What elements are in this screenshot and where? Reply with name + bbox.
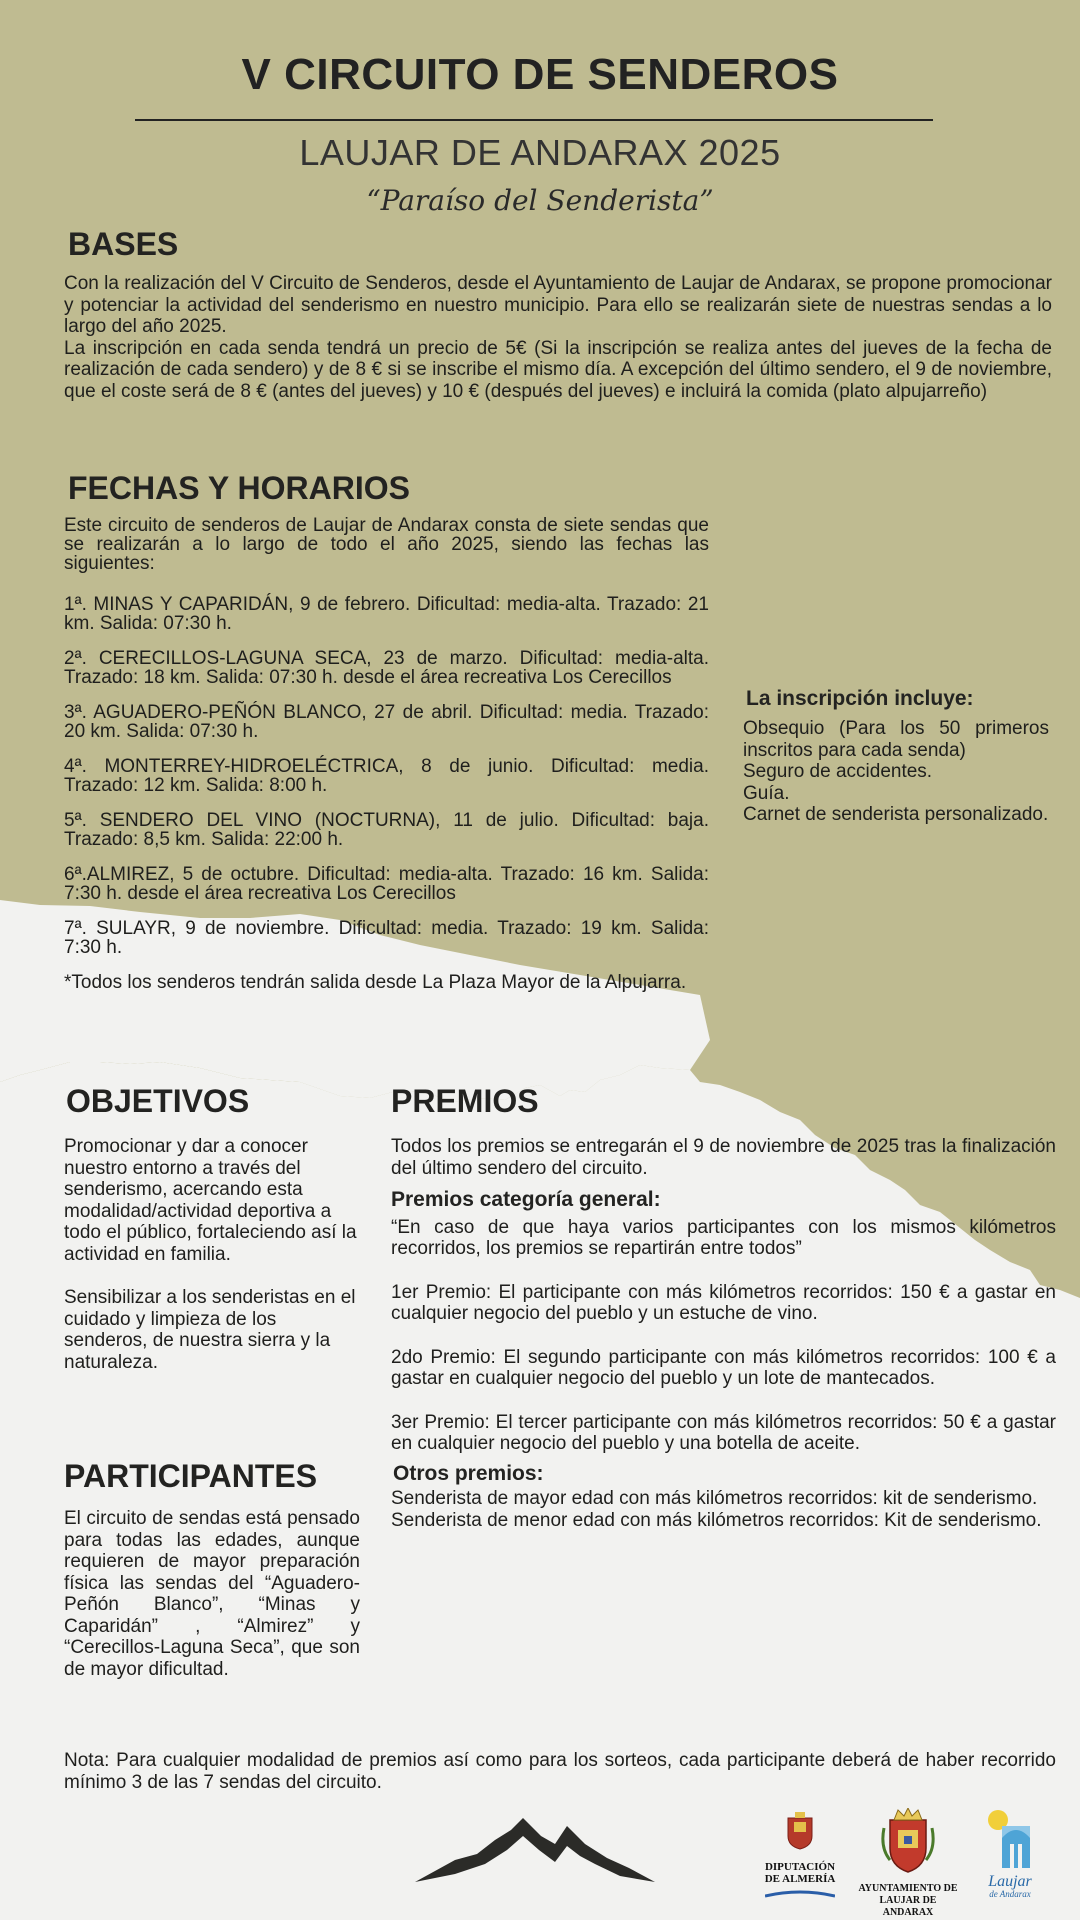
page-subtitle: LAUJAR DE ANDARAX 2025: [299, 132, 781, 173]
premios-heading: PREMIOS: [391, 1083, 539, 1119]
logo-diputacion: [752, 1812, 848, 1903]
page-title: V CIRCUITO DE SENDEROS: [241, 50, 839, 99]
incluye-list: [743, 718, 1049, 826]
objetivos-paragraph-1: Promocionar y dar a conocer nuestro entorno a través del senderismo, acercando esta modalidad/actividad deportiva a todo el público, fortaleciendo así la actividad en familia.: [64, 1136, 357, 1265]
fechas-item-1: 1ª. MINAS Y CAPARIDÁN, 9 de febrero. Dificultad: media-alta. Trazado: 21 km. Salida: 07:30 h.: [64, 594, 709, 634]
premios-text: [391, 1136, 1056, 1531]
fechas-intro: Este circuito de senderos de Laujar de Andarax consta de siete sendas que se realizarán a lo largo de todo el año 2025, siendo las fechas las siguientes:: [64, 515, 709, 574]
premios-general-heading: Premios categoría general:: [391, 1188, 661, 1211]
objetivos-paragraph-2: Sensibilizar a los senderistas en el cuidado y limpieza de los senderos, de nuestra sierra y la naturaleza.: [64, 1287, 356, 1373]
logo-laujar-caption-2: de Andarax: [989, 1889, 1031, 1899]
premios-first: 1er Premio: El participante con más kilómetros recorridos: 150 € a gastar en cualquier negocio del pueblo y un estuche de vino.: [391, 1281, 1056, 1324]
title-divider: [135, 119, 933, 121]
premios-otros-1: Senderista de mayor edad con más kilómetros recorridos: kit de senderismo.: [391, 1488, 1038, 1509]
bases-paragraph-1: Con la realización del V Circuito de Senderos, desde el Ayuntamiento de Laujar de Andarax, se propone promocionar y potenciar la actividad del senderismo en nuestro municipio. Para ello se realizarán siete de nuestras sendas a lo largo del año 2025.: [64, 273, 1052, 337]
fechas-note: *Todos los senderos tendrán salida desde La Plaza Mayor de la Alpujarra.: [64, 972, 687, 993]
diputacion-wave-icon: [765, 1888, 835, 1898]
premios-third: 3er Premio: El tercer participante con más kilómetros recorridos: 50 € a gastar en cualquier negocio del pueblo y una botella de aceite.: [391, 1411, 1056, 1454]
logo-laujar-caption-1: Laujar: [988, 1873, 1032, 1890]
fechas-heading: FECHAS Y HORARIOS: [68, 470, 410, 506]
premios-otros-heading: Otros premios:: [393, 1461, 544, 1485]
objetivos-text: [64, 1136, 364, 1373]
fechas-item-4: 4ª. MONTERREY-HIDROELÉCTRICA, 8 de junio. Dificultad: media. Trazado: 12 km. Salida: 8:00 h.: [64, 756, 709, 796]
fechas-item-3: 3ª. AGUADERO-PEÑÓN BLANCO, 27 de abril. Dificultad: media. Trazado: 20 km. Salida: 07:30 h.: [64, 702, 709, 742]
incluye-item-2: Seguro de accidentes.: [743, 761, 933, 782]
fechas-item-2: 2ª. CERECILLOS-LAGUNA SECA, 23 de marzo. Dificultad: media-alta. Trazado: 18 km. Salida: 07:30 h. desde el área recreativa Los Cerecillos: [64, 648, 709, 688]
page-motto: “Paraíso del Senderista”: [366, 184, 714, 217]
logo-ayuntamiento-caption-1: AYUNTAMIENTO DE: [858, 1883, 958, 1894]
fechas-item-6: 6ª.ALMIREZ, 5 de octubre. Dificultad: media-alta. Trazado: 16 km. Salida: 7:30 h. desde el área recreativa Los Cerecillos: [64, 864, 709, 904]
incluye-item-1: Obsequio (Para los 50 primeros inscritos para cada senda): [743, 718, 1049, 761]
logo-diputacion-caption-1: DIPUTACIÓN: [764, 1861, 836, 1873]
incluye-item-3: Guía.: [743, 782, 790, 804]
participantes-text: [64, 1508, 360, 1680]
nota-text: Nota: Para cualquier modalidad de premios así como para los sorteos, cada participante deberá de haber recorrido mínimo 3 de las 7 sendas del circuito.: [64, 1750, 1056, 1793]
ayuntamiento-crest-icon: [880, 1808, 936, 1874]
premios-quote: “En caso de que haya varios participantes con los mismos kilómetros recorridos, los premios se repartirán entre todos”: [391, 1216, 1056, 1259]
bases-paragraph-2: La inscripción en cada senda tendrá un precio de 5€ (Si la inscripción se realiza antes del jueves de la fecha de realización de cada sendero) y de 8 € si se inscribe el mismo día. A excepción del último sendero, el 9 de noviembre, que el coste será de 8 € (antes del jueves) y 10 € (después del jueves) e incluirá la comida (plato alpujarreño): [64, 337, 1052, 402]
objetivos-heading: OBJETIVOS: [66, 1083, 250, 1119]
logo-laujar: [965, 1808, 1055, 1899]
spacer: [391, 1390, 1056, 1412]
mountain-icon: [415, 1810, 655, 1885]
diputacion-crest-icon: [786, 1812, 814, 1850]
logo-ayuntamiento: [858, 1808, 958, 1919]
fechas-item-7: 7ª. SULAYR, 9 de noviembre. Dificultad: media. Trazado: 19 km. Salida: 7:30 h.: [64, 918, 709, 958]
spacer: [64, 1265, 364, 1287]
premios-otros-2: Senderista de menor edad con más kilómetros recorridos: Kit de senderismo.: [391, 1509, 1042, 1531]
logo-ayuntamiento-caption-2: LAUJAR DE ANDARAX: [879, 1895, 937, 1918]
spacer: [391, 1325, 1056, 1347]
bases-text: [64, 273, 1052, 402]
premios-intro: Todos los premios se entregarán el 9 de noviembre de 2025 tras la finalización del último sendero del circuito.: [391, 1136, 1056, 1179]
participantes-paragraph: El circuito de sendas está pensado para todas las edades, aunque requieren de mayor preparación física las sendas del “Aguadero-Peñón Blanco”, “Minas y Caparidán” , “Almirez” y “Cerecillos-Laguna Seca”, que son de mayor dificultad.: [64, 1508, 360, 1680]
incluye-heading: La inscripción incluye:: [746, 687, 974, 710]
premios-second: 2do Premio: El segundo participante con más kilómetros recorridos: 100 € a gastar en cualquier negocio del pueblo y un lote de mantecados.: [391, 1346, 1056, 1389]
fechas-text: [64, 516, 709, 992]
bases-heading: BASES: [68, 226, 179, 262]
laujar-logo-icon: [980, 1808, 1040, 1870]
incluye-item-4: Carnet de senderista personalizado.: [743, 804, 1049, 825]
participantes-heading: PARTICIPANTES: [64, 1458, 318, 1494]
logo-diputacion-caption-2: DE ALMERÍA: [764, 1873, 836, 1885]
fechas-item-5: 5ª. SENDERO DEL VINO (NOCTURNA), 11 de julio. Dificultad: baja. Trazado: 8,5 km. Salida: 22:00 h.: [64, 810, 709, 850]
spacer: [391, 1260, 1056, 1282]
